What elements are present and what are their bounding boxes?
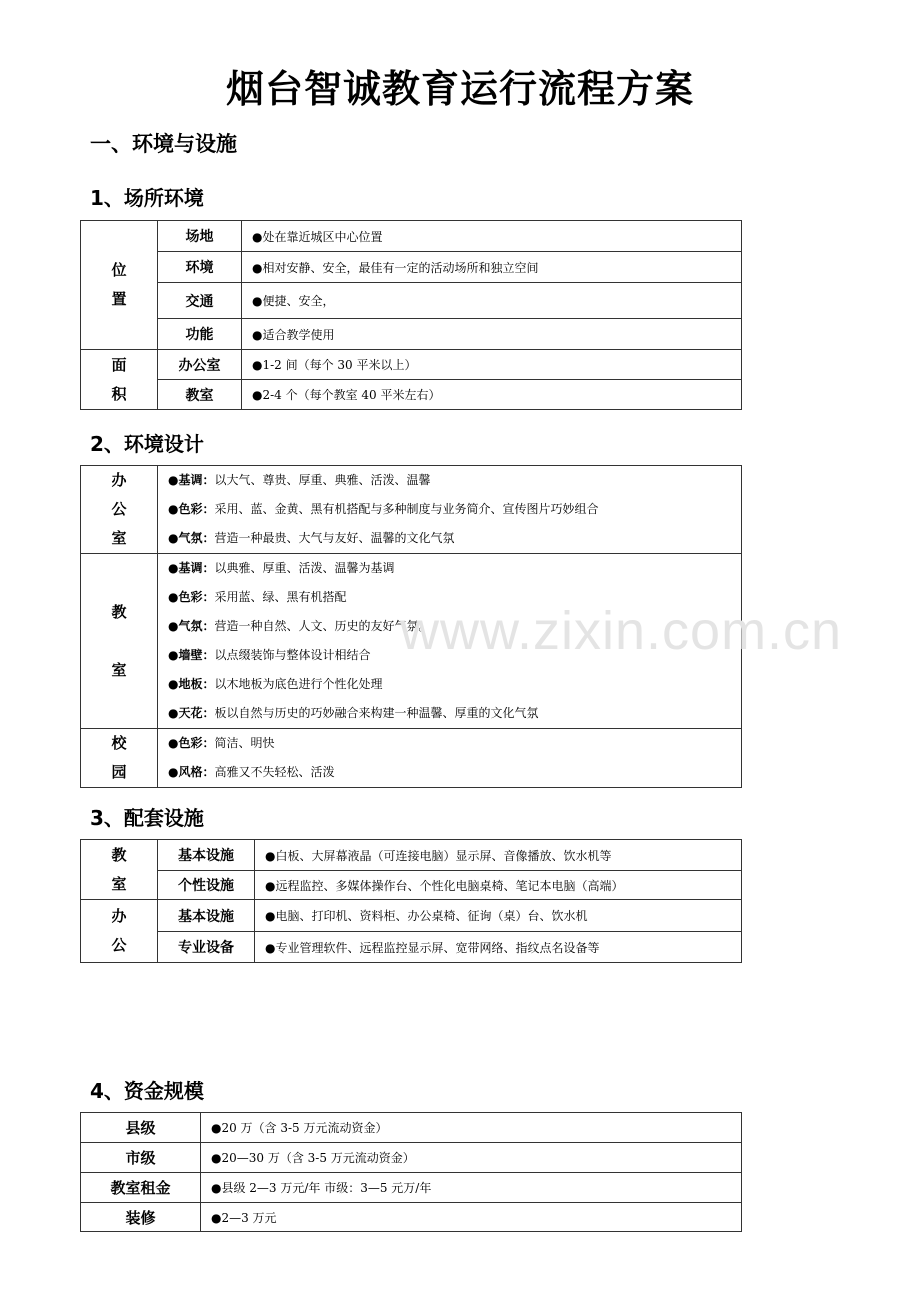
subsection-heading-3: 3、配套设施 — [90, 806, 204, 830]
row-label: 教室租金 — [81, 1173, 201, 1203]
row-text: ●20—30 万（含 3-5 万元流动资金） — [201, 1143, 742, 1173]
table-row — [81, 350, 742, 380]
table-row — [81, 1113, 742, 1143]
row-label: 基本设施 — [158, 900, 255, 932]
table-row — [81, 1173, 742, 1203]
group-label-classroom: 教 室 — [81, 840, 158, 900]
table-row — [81, 840, 742, 871]
row-label: 个性设施 — [158, 871, 255, 900]
group-label-campus: 校 园 — [81, 729, 158, 788]
row-label: 装修 — [81, 1203, 201, 1232]
row-label: 县级 — [81, 1113, 201, 1143]
row-text: ●20 万（含 3-5 万元流动资金） — [201, 1113, 742, 1143]
row-label: 教室 — [158, 380, 242, 410]
list-item: ●墙壁：以点缀装饰与整体设计相结合 — [168, 648, 371, 662]
subsection-heading-4: 4、资金规模 — [90, 1079, 204, 1103]
list-item: ●基调：以典雅、厚重、活泼、温馨为基调 — [168, 561, 395, 575]
row-label: 专业设备 — [158, 932, 255, 963]
table-row — [81, 871, 742, 900]
row-label: 交通 — [158, 283, 242, 319]
watermark: www.zixin.com.cn — [400, 601, 843, 661]
table-row — [81, 1143, 742, 1173]
list-item: ●色彩：采用蓝、绿、黑有机搭配 — [168, 590, 347, 604]
list-item: ●色彩：简洁、明快 — [168, 736, 275, 750]
list-item: ●气氛：营造一种自然、人文、历史的友好气氛。 — [168, 619, 431, 633]
group-label-classroom: 教 室 — [81, 554, 158, 729]
row-text: ●适合教学使用 — [242, 319, 742, 350]
funding-table — [80, 1112, 742, 1232]
list-item: ●天花：板以自然与历史的巧妙融合来构建一种温馨、厚重的文化气氛 — [168, 706, 539, 720]
list-item: ●气氛：营造一种最贵、大气与友好、温馨的文化气氛 — [168, 531, 455, 545]
facilities-table — [80, 839, 742, 963]
table-row — [81, 380, 742, 410]
subsection-heading-2: 2、环境设计 — [90, 432, 204, 456]
row-text: ●白板、大屏幕液晶（可连接电脑）显示屏、音像播放、饮水机等 — [255, 840, 742, 871]
row-label: 功能 — [158, 319, 242, 350]
row-text: ●相对安静、安全，最佳有一定的活动场所和独立空间 — [242, 252, 742, 283]
design-lines-office — [158, 466, 742, 554]
table-row — [81, 900, 742, 932]
row-label: 场地 — [158, 221, 242, 252]
group-label-office: 办 公 — [81, 900, 158, 963]
design-lines-campus — [158, 729, 742, 788]
row-text: ●专业管理软件、远程监控显示屏、宽带网络、指纹点名设备等 — [255, 932, 742, 963]
row-text: ●县级 2—3 万元/年 市级：3—5 元万/年 — [201, 1173, 742, 1203]
list-item: ●风格：高雅又不失轻松、活泼 — [168, 765, 335, 779]
table-row — [81, 252, 742, 283]
row-text: ●2-4 个（每个教室 40 平米左右） — [242, 380, 742, 410]
row-text: ●远程监控、多媒体操作台、个性化电脑桌椅、笔记本电脑（高端） — [255, 871, 742, 900]
venue-table — [80, 220, 742, 410]
row-text: ●电脑、打印机、资料柜、办公桌椅、征询（桌）台、饮水机 — [255, 900, 742, 932]
table-row — [81, 319, 742, 350]
table-row — [81, 729, 742, 788]
table-row — [81, 1203, 742, 1232]
group-label-office: 办 公 室 — [81, 466, 158, 554]
list-item: ●基调：以大气、尊贵、厚重、典雅、活泼、温馨 — [168, 473, 431, 487]
row-label: 环境 — [158, 252, 242, 283]
group-label-area: 面 积 — [81, 350, 158, 410]
row-text: ●处在靠近城区中心位置 — [242, 221, 742, 252]
page-title: 烟台智诚教育运行流程方案 — [225, 67, 694, 111]
group-label-location: 位 置 — [81, 221, 158, 350]
table-row — [81, 932, 742, 963]
row-label: 基本设施 — [158, 840, 255, 871]
table-row — [81, 466, 742, 554]
row-label: 市级 — [81, 1143, 201, 1173]
row-label: 办公室 — [158, 350, 242, 380]
subsection-heading-1: 1、场所环境 — [90, 186, 204, 210]
row-text: ●2—3 万元 — [201, 1203, 742, 1232]
row-text: ●1-2 间（每个 30 平米以上） — [242, 350, 742, 380]
row-text: ●便捷、安全， — [242, 283, 742, 319]
table-row — [81, 221, 742, 252]
table-row — [81, 283, 742, 319]
list-item: ●色彩：采用、蓝、金黄、黑有机搭配与多种制度与业务简介、宣传图片巧妙组合 — [168, 502, 599, 516]
list-item: ●地板：以木地板为底色进行个性化处理 — [168, 677, 383, 691]
section-heading-1: 一、环境与设施 — [90, 132, 237, 156]
